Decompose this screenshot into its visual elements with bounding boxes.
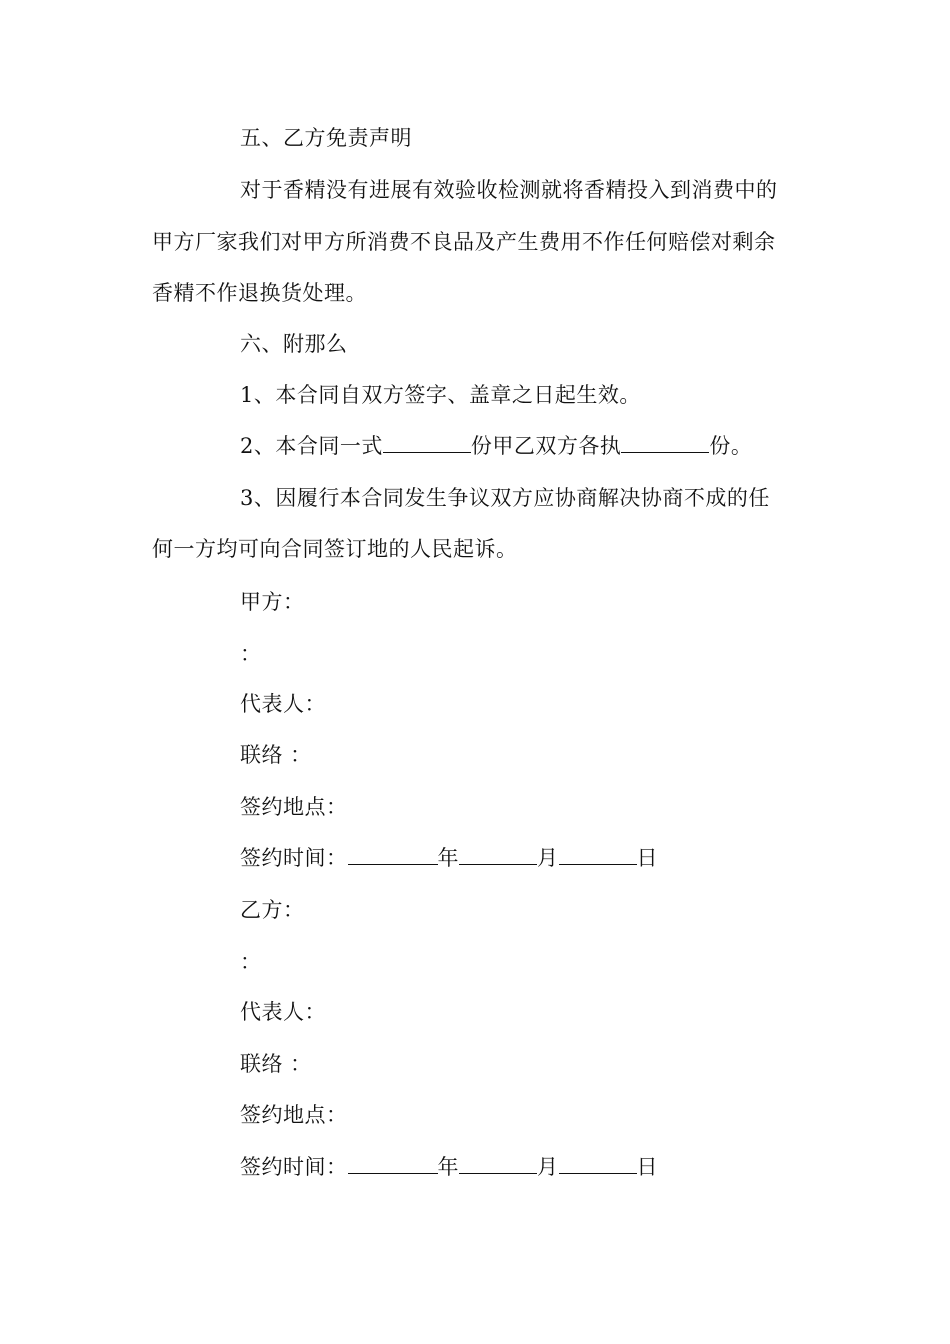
party-b-month: 月	[537, 1155, 559, 1179]
party-a-year-blank	[348, 844, 438, 865]
party-b-day-blank	[559, 1153, 637, 1174]
party-b-place: 签约地点：	[240, 1103, 348, 1127]
party-a-month: 月	[537, 846, 559, 870]
item2-prefix: 2、本合同一式	[240, 434, 383, 458]
party-a-month-blank	[459, 844, 537, 865]
party-a-day: 日	[636, 846, 658, 870]
section6-heading: 六、附那么	[240, 332, 348, 356]
party-b-year: 年	[437, 1155, 459, 1179]
section6-item3-line1: 3、因履行本合同发生争议双方应协商解决协商不成的任	[240, 486, 770, 510]
party-b-contact: 联络 ：	[240, 1052, 312, 1076]
party-b-representative: 代表人：	[240, 1000, 326, 1024]
section5-para-line2: 甲方厂家我们对甲方所消费不良品及产生费用不作任何赔偿对剩余	[152, 230, 776, 254]
party-a-place: 签约地点：	[240, 795, 348, 819]
party-a-colon: ：	[240, 642, 262, 666]
item2-middle: 份甲乙双方各执	[470, 434, 622, 458]
party-a-label: 甲方：	[240, 590, 305, 614]
section6-item1: 1、本合同自双方签字、盖章之日起生效。	[240, 383, 641, 407]
party-b-month-blank	[459, 1153, 537, 1174]
copies-each-blank	[621, 432, 709, 453]
party-a-year: 年	[437, 846, 459, 870]
party-b-label: 乙方：	[240, 898, 305, 922]
party-b-signing-time	[240, 1153, 900, 1181]
section5-para-line3: 香精不作退换货处理。	[152, 281, 367, 305]
section6-item3-line2: 何一方均可向合同签订地的人民起诉。	[152, 537, 518, 561]
section5-heading: 五、乙方免责声明	[240, 126, 412, 150]
party-a-representative: 代表人：	[240, 692, 326, 716]
copies-total-blank	[383, 432, 471, 453]
party-a-signing-time	[240, 844, 900, 872]
party-b-day: 日	[636, 1155, 658, 1179]
party-a-contact: 联络 ：	[240, 743, 312, 767]
item2-suffix: 份。	[709, 434, 753, 458]
section6-item2	[240, 432, 900, 460]
section5-para-line1: 对于香精没有进展有效验收检测就将香精投入到消费中的	[240, 178, 778, 202]
party-b-colon: ：	[240, 950, 262, 974]
party-a-time-label: 签约时间：	[240, 846, 348, 870]
party-b-year-blank	[348, 1153, 438, 1174]
party-a-day-blank	[559, 844, 637, 865]
party-b-time-label: 签约时间：	[240, 1155, 348, 1179]
